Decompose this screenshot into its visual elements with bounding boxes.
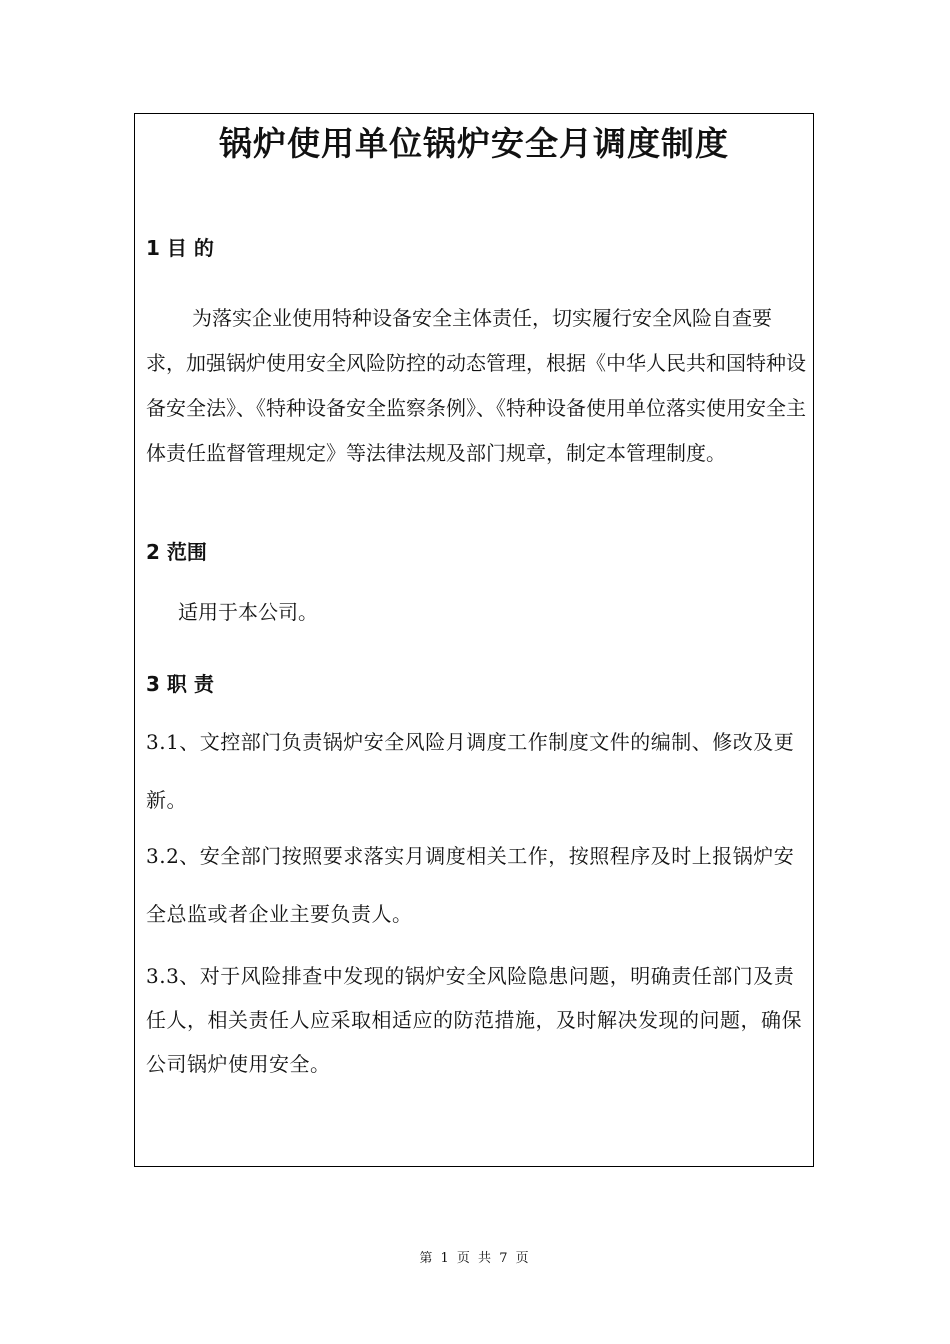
section-heading-scope: 2 范围 [146,540,207,564]
section-body-purpose: 为落实企业使用特种设备安全主体责任，切实履行安全风险自查要求，加强锅炉使用安全风险防控的动态管理，根据《中华人民共和国特种设备安全法》、《特种设备安全监察条例》、《特种设备使用单位落实使用安全主体责任监督管理规定》等法律法规及部门规章，制定本管理制度。 [146,306,806,465]
duty-item-2: 3.2、安全部门按照要求落实月调度相关工作，按照程序及时上报锅炉安全总监或者企业主要负责人。 [146,844,795,926]
duty-item-3: 3.3、对于风险排查中发现的锅炉安全风险隐患问题，明确责任部门及责任人，相关责任人应采取相适应的防范措施，及时解决发现的问题，确保公司锅炉使用安全。 [146,964,802,1076]
section-heading-duties: 3 职 责 [146,672,214,696]
section-heading-purpose: 1 目 的 [146,236,214,260]
duty-item-1: 3.1、文控部门负责锅炉安全风险月调度工作制度文件的编制、修改及更新。 [146,730,795,812]
page-number: 第 1 页 共 7 页 [419,1251,531,1266]
section-body-scope: 适用于本公司。 [178,600,318,624]
document-title: 锅炉使用单位锅炉安全月调度制度 [219,124,729,163]
